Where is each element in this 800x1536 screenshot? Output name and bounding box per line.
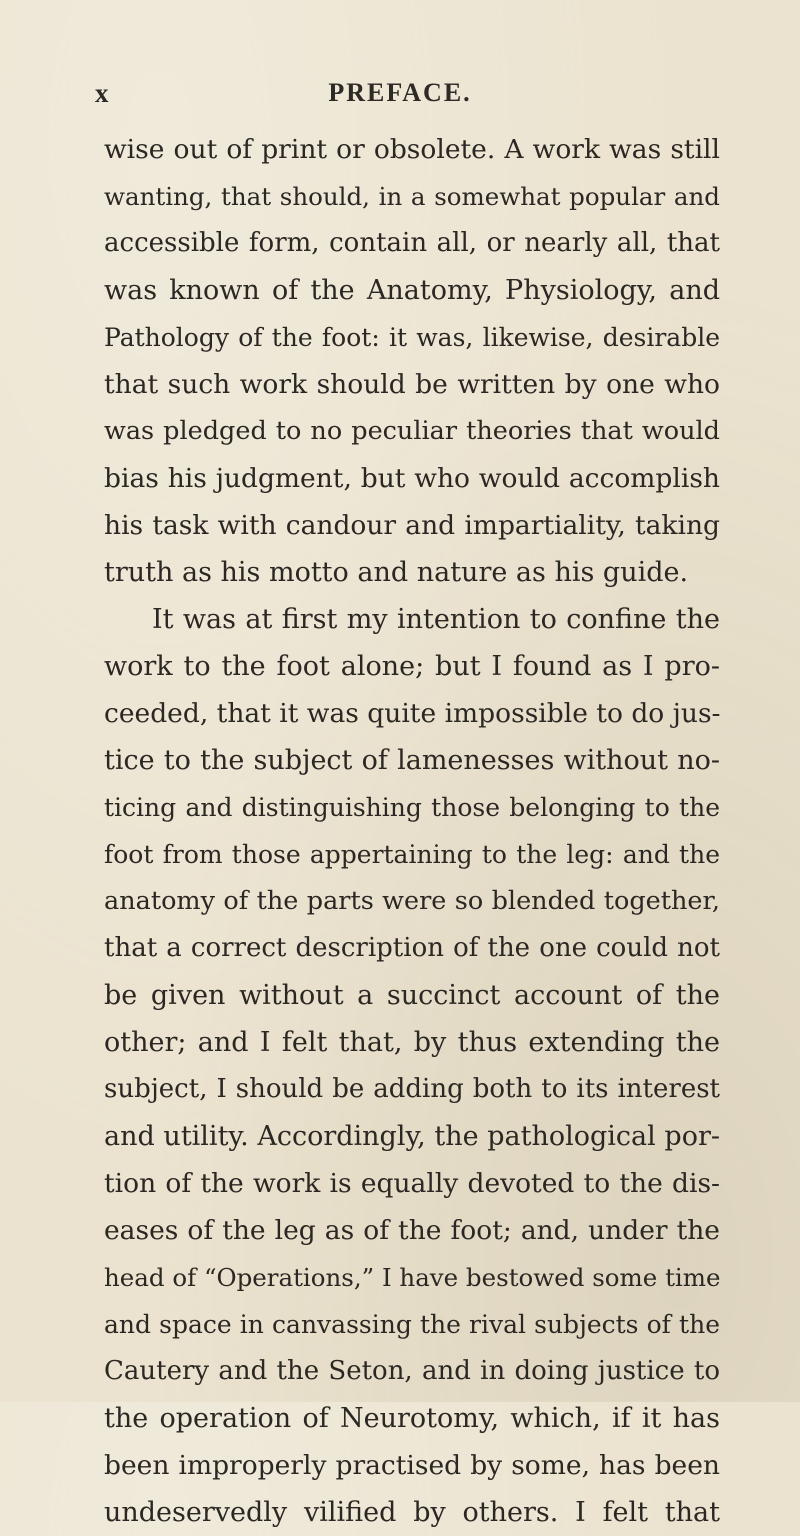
- text-line: accessible form, contain all, or nearly all, that: [104, 228, 720, 258]
- text-line: tion of the work is equally devoted to the dis-: [104, 1168, 720, 1199]
- text-line: that a correct description of the one could not: [104, 933, 720, 963]
- text-line: truth as his motto and nature as his guide.: [104, 557, 689, 588]
- paragraph: [104, 596, 720, 1536]
- page-header: [0, 78, 800, 118]
- text-line: Cautery and the Seton, and in doing justice to: [104, 1356, 720, 1386]
- running-head: PREFACE.: [328, 78, 472, 107]
- text-line: wanting, that should, in a somewhat popular and: [104, 182, 720, 211]
- text-line: It was at first my intention to confine the: [152, 604, 720, 635]
- text-line: was pledged to no peculiar theories that would: [104, 416, 720, 446]
- text-line: wise out of print or obsolete. A work was still: [104, 134, 720, 165]
- text-line: other; and I felt that, by thus extending the: [104, 1027, 720, 1058]
- text-line: bias his judgment, but who would accomplish: [104, 463, 720, 494]
- text-line: and utility. Accordingly, the pathological por-: [104, 1121, 720, 1152]
- text-line: subject, I should be adding both to its interest: [104, 1074, 720, 1104]
- text-line: the operation of Neurotomy, which, if it has: [104, 1403, 720, 1434]
- text-line: eases of the leg as of the foot; and, under the: [104, 1215, 720, 1246]
- text-line: work to the foot alone; but I found as I pro-: [104, 651, 720, 682]
- text-line: and space in canvassing the rival subjects of the: [104, 1310, 720, 1339]
- text-line: was known of the Anatomy, Physiology, and: [104, 275, 720, 306]
- text-line: been improperly practised by some, has been: [104, 1450, 720, 1481]
- text-line: be given without a succinct account of the: [104, 980, 720, 1011]
- text-line: undeservedly vilified by others. I felt that: [104, 1497, 720, 1528]
- text-line: that such work should be written by one who: [104, 369, 720, 400]
- text-line: tice to the subject of lamenesses without no-: [104, 745, 720, 776]
- text-line: ceeded, that it was quite impossible to do jus-: [104, 698, 721, 729]
- text-line: head of “Operations,” I have bestowed some time: [104, 1263, 721, 1292]
- text-line: anatomy of the parts were so blended together,: [104, 886, 720, 916]
- body-text: [104, 126, 720, 1536]
- text-line: Pathology of the foot: it was, likewise, desirable: [104, 323, 720, 352]
- paragraph: [104, 126, 720, 596]
- text-line: foot from those appertaining to the leg: and the: [104, 840, 720, 869]
- page-number: x: [95, 78, 110, 108]
- text-line: his task with candour and impartiality, taking: [104, 510, 720, 541]
- text-line: ticing and distinguishing those belonging to the: [104, 793, 720, 822]
